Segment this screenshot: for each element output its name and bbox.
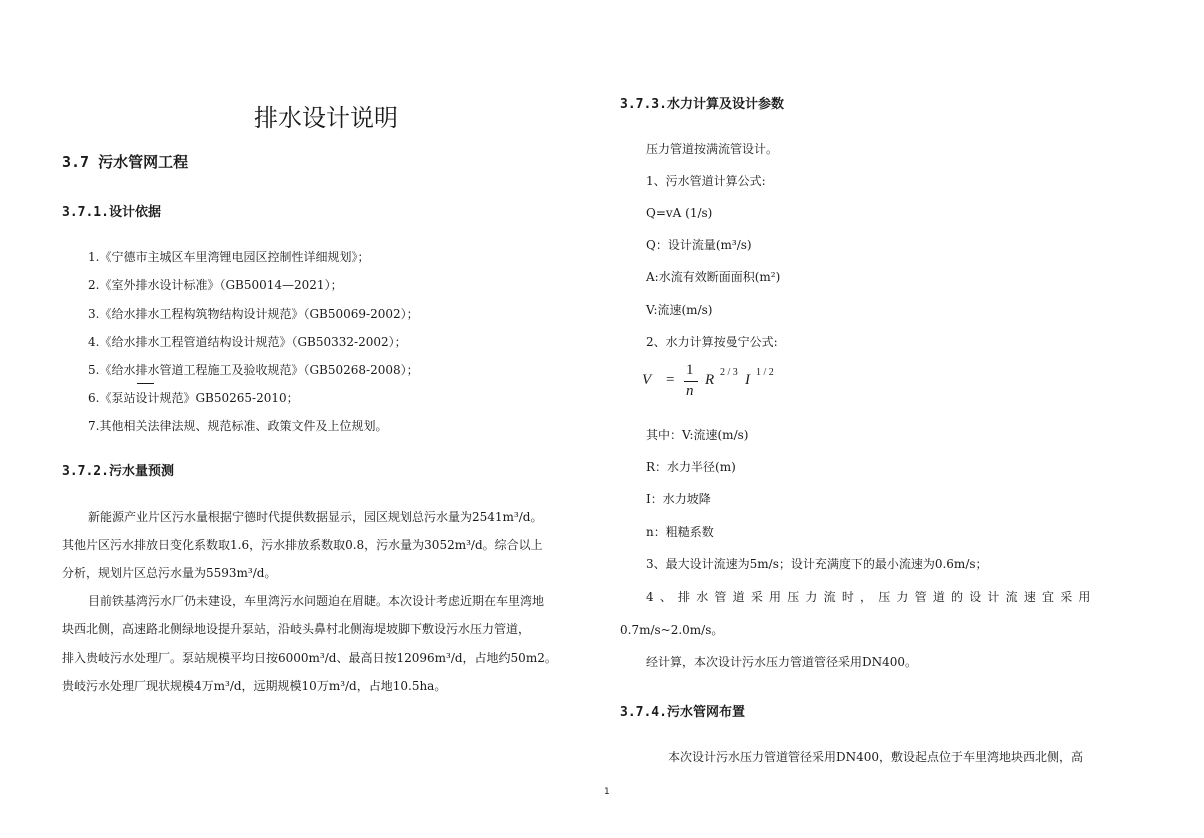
- hydraulic-line: A:水流有效断面面积(m²): [646, 270, 781, 284]
- hydraulic-line: Q：设计流量(m³/s): [646, 238, 752, 252]
- hydraulic-line: 压力管道按满流管设计。: [646, 142, 779, 156]
- definition-line: 其中：V:流速(m/s): [646, 428, 749, 442]
- formula-r: R: [705, 372, 715, 388]
- fraction-bar: [684, 381, 698, 382]
- subsection-heading-basis: 3.7.1.设计依据: [62, 205, 161, 220]
- document-title: 排水设计说明: [254, 104, 398, 132]
- hydraulic-line: 1、污水管道计算公式:: [646, 174, 766, 188]
- hydraulic-line: 2、水力计算按曼宁公式:: [646, 335, 778, 349]
- formula-r-exponent: 2 / 3: [720, 367, 738, 378]
- definition-line: I：水力坡降: [646, 492, 711, 506]
- forecast-paragraph-line: 新能源产业片区污水量根据宁德时代提供数据显示，园区规划总污水量为2541m³/d。: [88, 510, 543, 524]
- forecast-paragraph-line: 分析，规划片区总污水量为5593m³/d。: [62, 566, 277, 580]
- section-heading: 3.7 污水管网工程: [62, 153, 189, 171]
- forecast-paragraph-line: 排入贵岐污水处理厂。泵站规模平均日按6000m³/d、最高日按12096m³/d，占地约50m2。: [62, 651, 557, 665]
- definition-line: 4、排水管道采用压力流时，压力管道的设计流速宜采用: [646, 590, 1097, 604]
- basis-item: 4.《给水排水工程管道结构设计规范》（GB50332-2002）；: [88, 335, 407, 349]
- basis-item: 7.其他相关法律法规、规范标准、政策文件及上位规划。: [88, 419, 388, 433]
- basis-item: 1.《宁德市主城区车里湾锂电园区控制性详细规划》；: [88, 250, 370, 264]
- forecast-paragraph-line: 目前铁基湾污水厂仍未建设，车里湾污水问题迫在眉睫。本次设计考虑近期在车里湾地: [88, 594, 545, 608]
- subsection-heading-forecast: 3.7.2.污水量预测: [62, 464, 174, 479]
- forecast-paragraph-line: 贵岐污水处理厂现状规模4万m³/d，远期规模10万m³/d，占地10.5ha。: [62, 679, 447, 693]
- subsection-heading-hydraulic: 3.7.3.水力计算及设计参数: [620, 97, 784, 112]
- basis-item: 6.《泵站设计规范》GB50265-2010；: [88, 391, 299, 405]
- definition-line: n：粗糙系数: [646, 525, 714, 539]
- forecast-paragraph-line: 块西北侧，高速路北侧绿地设提升泵站，沿岐头鼻村北侧海堤坡脚下敷设污水压力管道，: [62, 622, 531, 636]
- page-number: 1: [604, 787, 610, 797]
- definition-line: 3、最大设计流速为5m/s；设计充满度下的最小流速为0.6m/s；: [646, 557, 988, 571]
- subsection-heading-layout: 3.7.4.污水管网布置: [620, 705, 745, 720]
- formula-numerator: 1: [686, 362, 694, 378]
- hydraulic-line: Q=vA (1/s): [646, 206, 713, 220]
- definition-line: R：水力半径(m): [646, 460, 736, 474]
- basis-item: 2.《室外排水设计标准》（GB50014—2021）；: [88, 278, 343, 292]
- formula-i: I: [745, 372, 750, 388]
- layout-paragraph-line: 本次设计污水压力管道管径采用DN400，敷设起点位于车里湾地块西北侧，高: [668, 750, 1084, 764]
- formula-equals: =: [666, 372, 675, 388]
- overline-mark: [137, 383, 154, 384]
- hydraulic-line: V:流速(m/s): [646, 303, 713, 317]
- formula-lhs: V: [642, 372, 652, 388]
- definition-line: 经计算，本次设计污水压力管道管径采用DN400。: [646, 655, 918, 669]
- forecast-paragraph-line: 其他片区污水排放日变化系数取1.6，污水排放系数取0.8，污水量为3052m³/d。综合以上: [62, 538, 543, 552]
- definition-line: 0.7m/s~2.0m/s。: [620, 623, 724, 637]
- formula-i-exponent: 1 / 2: [756, 367, 774, 378]
- basis-item: 3.《给水排水工程构筑物结构设计规范》（GB50069-2002）；: [88, 307, 419, 321]
- formula-denominator: n: [686, 383, 694, 399]
- basis-item: 5.《给水排水管道工程施工及验收规范》（GB50268-2008）；: [88, 363, 419, 377]
